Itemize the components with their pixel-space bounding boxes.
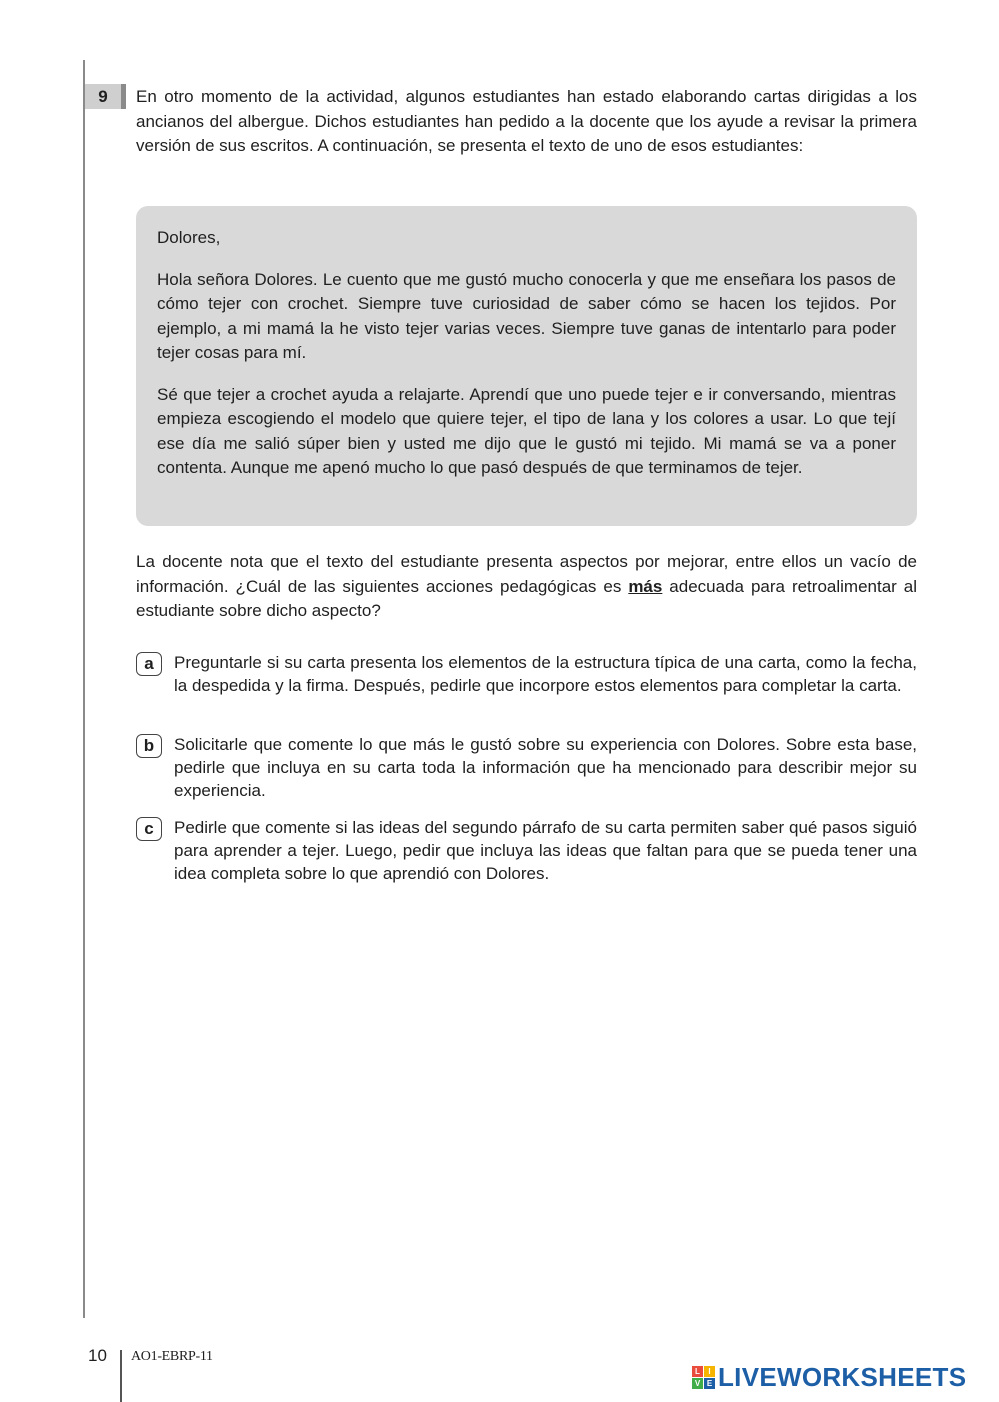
prompt-emphasis: más	[628, 576, 663, 596]
question-intro: En otro momento de la actividad, algunos estudiantes han estado elaborando cartas dirigidas a los ancianos del albergue. Dichos estudiantes han pedido a la docente que los ayude a revisar la primera versión de sus escritos. A continuación, se presenta el texto de uno de esos estudiantes:	[136, 87, 917, 155]
document-code: AO1-EBRP-11	[131, 1349, 213, 1364]
option-c-letter[interactable]: c	[136, 817, 162, 841]
logo-tile: E	[704, 1378, 715, 1389]
option-a-text: Preguntarle si su carta presenta los elementos de la estructura típica de una carta, como la fecha, la despedida y la firma. Después, pedirle que incorpore estos elementos para completar la carta.	[174, 653, 917, 695]
option-b-letter[interactable]: b	[136, 734, 162, 758]
prompt-text-before: La docente nota que el texto del estudiante presenta aspectos por mejorar, entre ellos un vacío de información. ¿Cuál de las siguientes acciones pedagógicas es	[136, 552, 917, 596]
liveworksheets-logo[interactable]	[692, 1362, 966, 1392]
student-letter	[136, 206, 917, 526]
logo-tile: I	[704, 1366, 715, 1377]
margin-rule	[83, 60, 85, 1318]
option-b-text: Solicitarle que comente lo que más le gustó sobre su experiencia con Dolores. Sobre esta base, pedirle que incluya en su carta toda la información que ha mencionado para describir mejor su experiencia.	[174, 735, 917, 800]
letter-paragraph-1: Hola señora Dolores. Le cuento que me gustó mucho conocerla y que me enseñara los pasos de cómo tejer con crochet. Siempre tuve curiosidad de saber cómo se hacen los tejidos. Por ejemplo, a mi mamá la he visto tejer varias veces. Siempre tuve ganas de intentarlo para poder tejer cosas para mí.	[157, 269, 896, 362]
option-c-text: Pedirle que comente si las ideas del segundo párrafo de su carta permiten saber qué pasos siguió para aprender a tejer. Luego, pedir que incluya las ideas que faltan para que se pueda tener una idea completa sobre lo que aprendió con Dolores.	[174, 818, 917, 883]
page-number: 10	[88, 1346, 107, 1365]
question-number: 9	[85, 84, 126, 109]
brand-wordmark: LIVEWORKSHEETS	[718, 1361, 967, 1392]
letter-salutation: Dolores,	[157, 228, 221, 247]
question-prompt	[136, 550, 917, 624]
logo-grid-icon	[692, 1366, 715, 1389]
logo-tile: V	[692, 1378, 703, 1389]
logo-tile: L	[692, 1366, 703, 1377]
footer-divider	[120, 1350, 122, 1402]
prompt-text-after: adecuada para retroalimentar al estudiante sobre dicho aspecto?	[136, 576, 918, 620]
letter-paragraph-2: Sé que tejer a crochet ayuda a relajarte. Aprendí que uno puede tejer e ir conversando, mientras empieza escogiendo el modelo que quiere tejer, el tipo de lana y los colores a usar. Lo que tejí ese día me salió súper bien y usted me dijo que le gustó mi tejido. Mi mamá se va a poner contenta. Aunque me apenó mucho lo que pasó después de que terminamos de tejer.	[157, 384, 896, 477]
option-a-letter[interactable]: a	[136, 652, 162, 676]
